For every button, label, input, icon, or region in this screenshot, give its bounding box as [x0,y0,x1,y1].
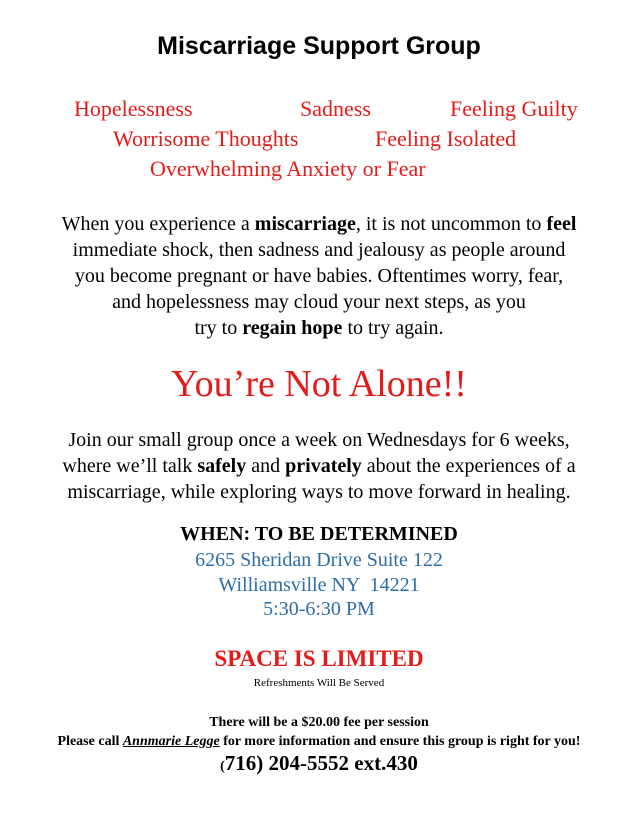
feeling-guilty: Feeling Guilty [450,96,578,121]
phone-number: (716) 204-5552 ext.430 [220,751,418,775]
contact-name: Annmarie Legge [122,734,220,749]
headline-not-alone: You’re Not Alone!! [171,363,467,405]
join-line-3: miscarriage, while exploring ways to move forward in healing. [67,481,571,503]
join-paragraph [0,427,638,505]
when-heading: WHEN: TO BE DETERMINED [180,523,458,545]
meeting-time: 5:30-6:30 PM [263,598,375,620]
address-line-1: 6265 Sheridan Drive Suite 122 [195,549,443,571]
intro-paragraph [0,211,638,341]
feeling-worrisome-thoughts: Worrisome Thoughts [113,126,299,151]
call-instruction: Please call Annmarie Legge for more information and ensure this group is right for you! [57,734,581,749]
intro-line-1: When you experience a miscarriage, it is not uncommon to feel [61,213,577,235]
intro-line-2: immediate shock, then sadness and jealousy as people around [72,239,566,261]
join-line-1: Join our small group once a week on Wednesdays for 6 weeks, [68,429,570,451]
intro-line-5: try to regain hope to try again. [194,317,444,339]
intro-line-4: and hopelessness may cloud your next steps, as you [112,291,526,313]
feeling-hopelessness: Hopelessness [74,96,193,121]
feeling-isolated: Feeling Isolated [375,126,517,151]
join-line-2: where we’ll talk safely and privately about the experiences of a [62,455,576,477]
page-title: Miscarriage Support Group [157,32,481,60]
space-limited-notice: SPACE IS LIMITED [214,646,424,671]
address-line-2: Williamsville NY 14221 [218,574,420,596]
refreshments-note: Refreshments Will Be Served [253,677,385,689]
feeling-overwhelming-anxiety: Overwhelming Anxiety or Fear [150,156,426,181]
intro-line-3: you become pregnant or have babies. Oftentimes worry, fear, [74,265,564,287]
fee-notice: There will be a $20.00 fee per session [209,715,429,730]
feeling-sadness: Sadness [300,96,371,121]
